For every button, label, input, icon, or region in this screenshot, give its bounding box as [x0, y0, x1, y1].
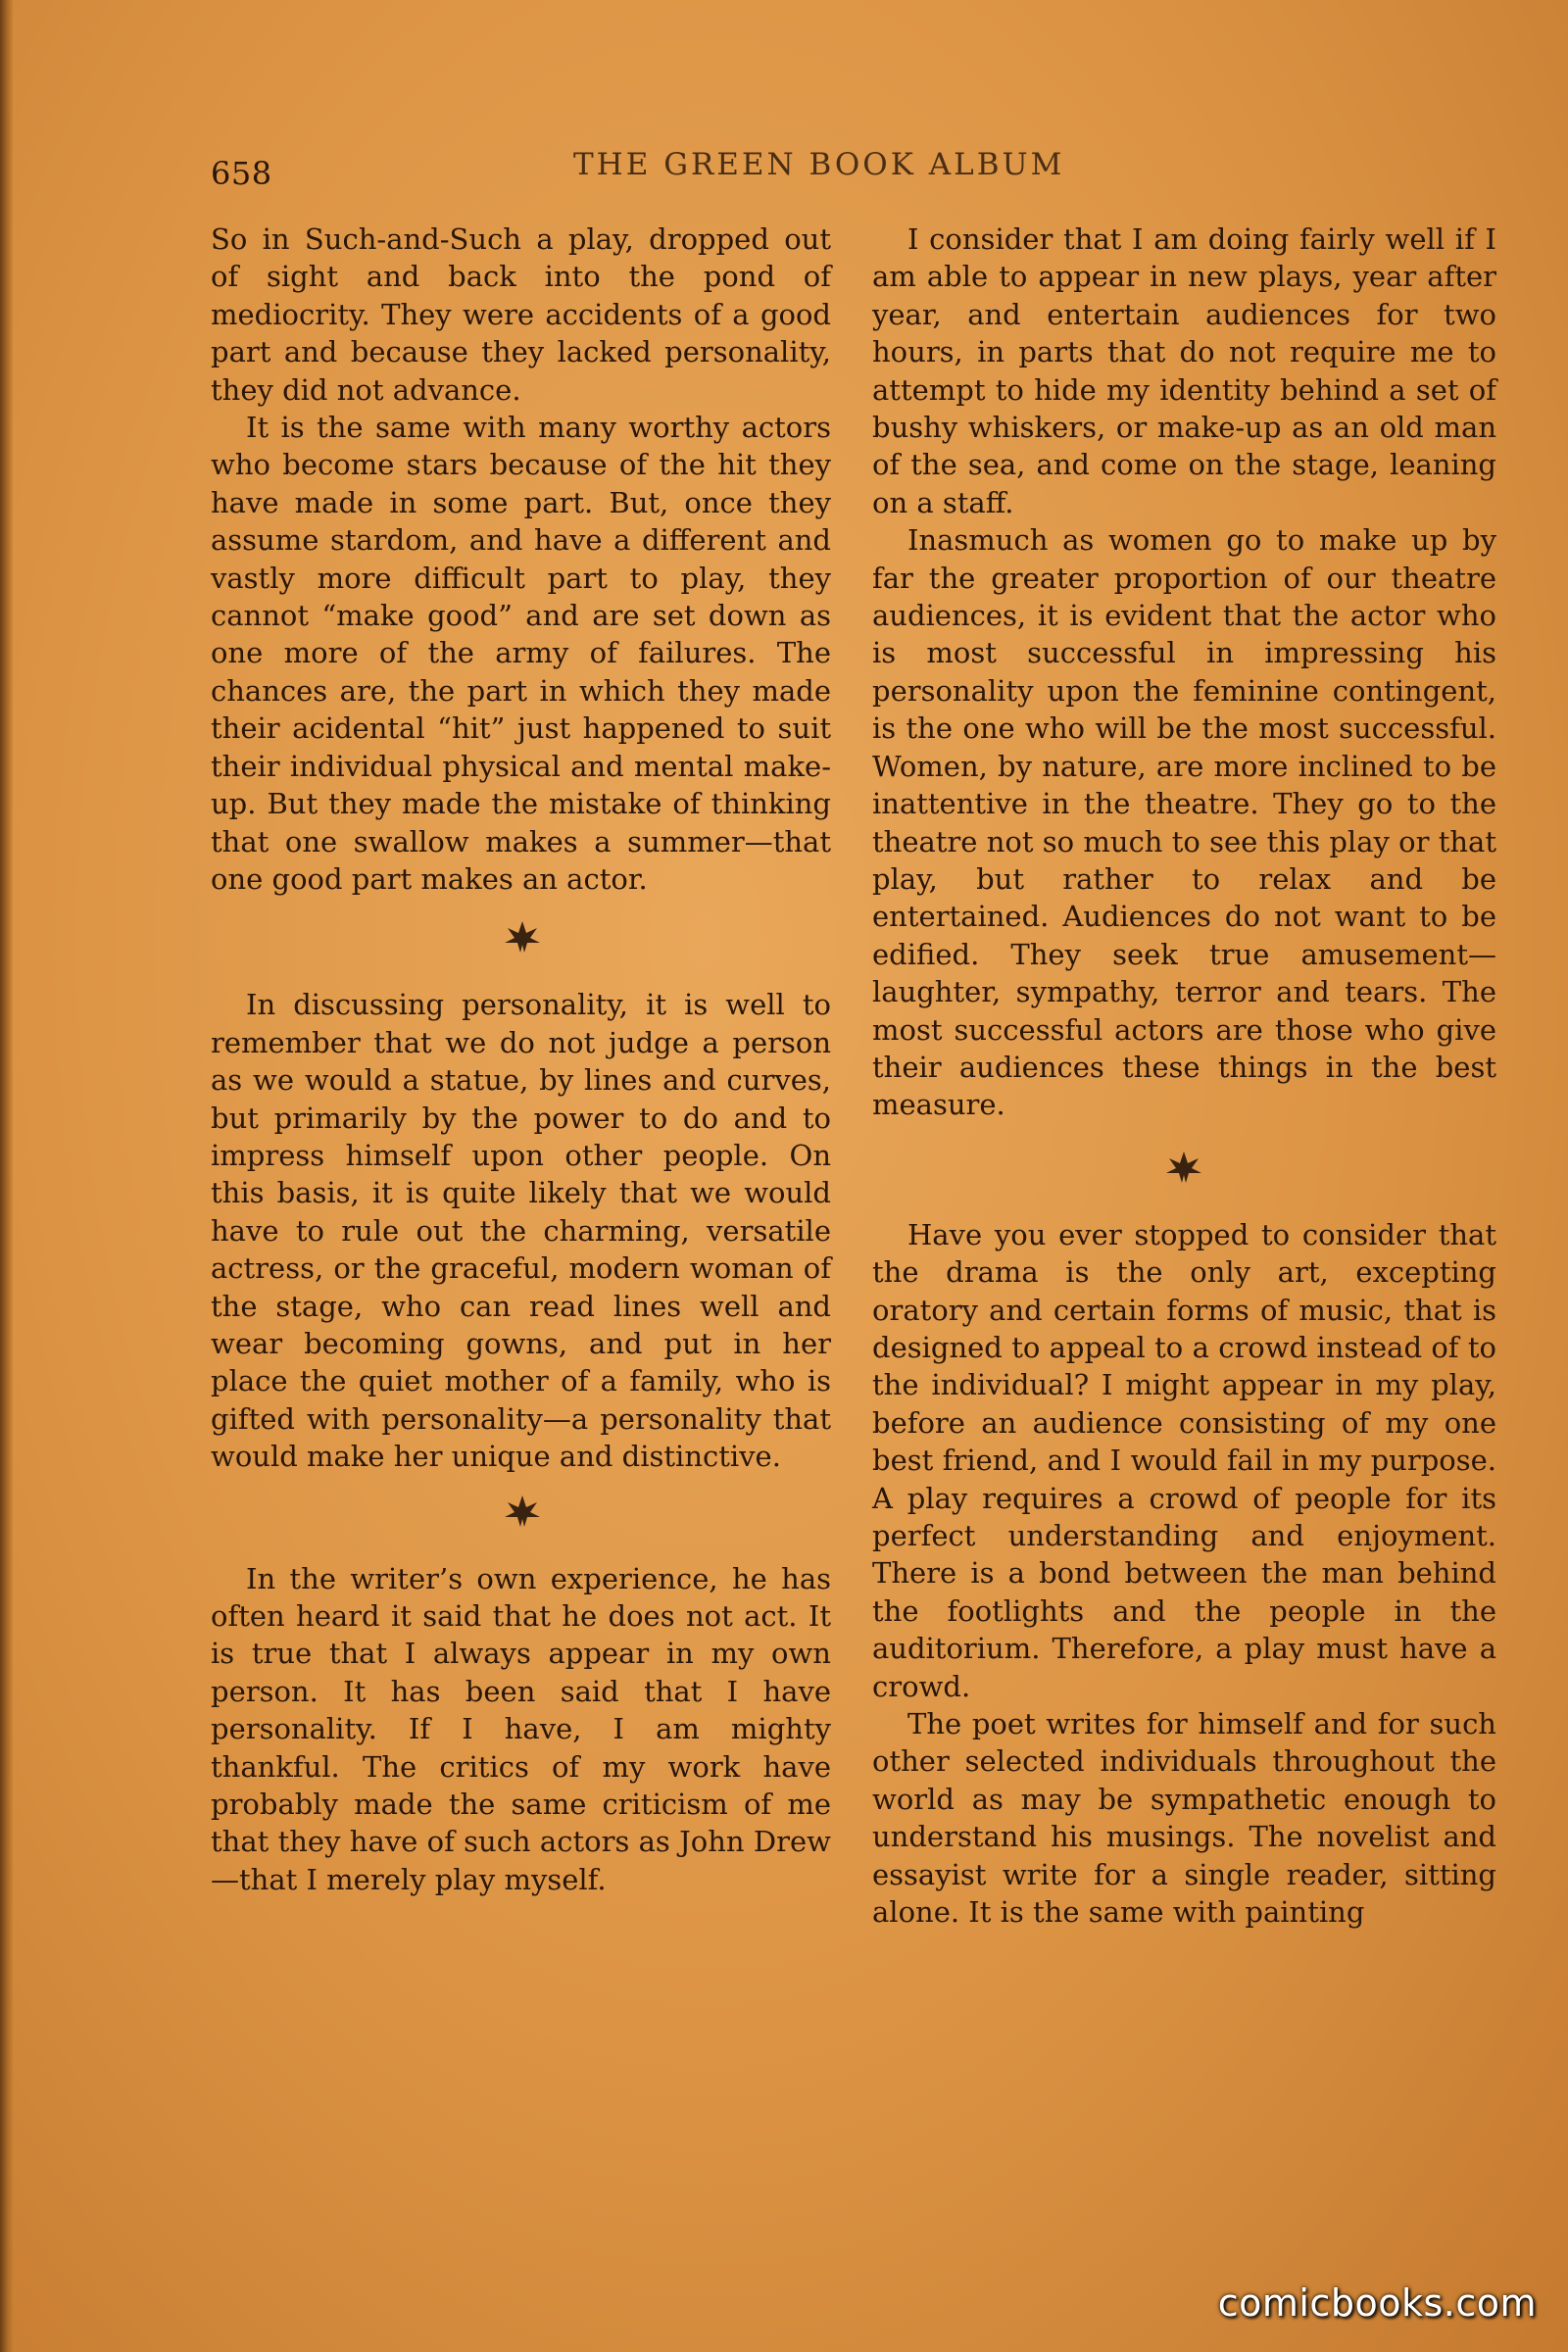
page-number: 658 [211, 155, 272, 192]
page-edge-shadow [0, 0, 14, 2352]
right-paragraph-3: Have you ever stopped to consider that the drama is the only art, excepting oratory and certain forms of music, that is designed to appeal to a crowd instead of to the individual? I might appear in my play, before an audience consisting of my one best friend, and I would fail in my purpose. A play requires a crowd of people for its perfect understanding and enjoyment. There is a bond between the man behind the footlights and the people in the auditorium. Therefore, a play must have a crowd. [872, 1217, 1496, 1703]
leaf-ornament-icon [211, 1492, 838, 1531]
left-paragraph-4: In the writer’s own experience, he has often heard it said that he does not act. It is true that I always appear in my own person. It has been said that I have personality. If I have, I am mighty thankful. The critics of my work have probably made the same criticism of me that they have of such actors as John Drew—that I merely play myself. [211, 1561, 831, 1896]
left-column [211, 220, 831, 1898]
right-paragraph-2: Inasmuch as women go to make up by far the greater proportion of our theatre audiences, it is evident that the actor who is most successful in impressing his personality upon the feminine contingent, is the one who will be the most successful. Women, by nature, are more inclined to be inattentive in the theatre. They go to the theatre not so much to see this play or that play, but rather to relax and be entertained. Audiences do not want to be edified. They seek true amusement—laughter, sympathy, terror and tears. The most successful actors are those who give their audiences these things in the best measure. [872, 523, 1496, 1122]
leaf-ornament-icon [211, 917, 838, 956]
watermark: comicbooks.com [1217, 2281, 1537, 2325]
leaf-ornament-icon [872, 1148, 1499, 1187]
left-paragraph-2: It is the same with many worthy actors who become stars because of the hit they have made in some part. But, once they assume stardom, and have a different and vastly more difficult part to play, they cannot “make good” and are set down as one more of the army of failures. The chances are, the part in which they made their acidental “hit” just happened to suit their individual physical and mental make-up. But they made the mistake of thinking that one swallow makes a summer—that one good part makes an actor. [211, 411, 831, 896]
left-paragraph-1: So in Such-and-Such a play, dropped out of sight and back into the pond of mediocrity. They were accidents of a good part and because they lacked personality, they did not advance. [211, 222, 831, 407]
right-column [872, 220, 1496, 1931]
running-title: THE GREEN BOOK ALBUM [573, 147, 1065, 182]
right-paragraph-4: The poet writes for himself and for such other selected individuals throughout the world as may be sympathetic enough to understand his musings. The novelist and essayist write for a single reader, sitting alone. It is the same with painting [872, 1707, 1496, 1930]
left-paragraph-3: In discussing personality, it is well to remember that we do not judge a person as we would a statue, by lines and curves, but primarily by the power to do and to impress himself upon other people. On this basis, it is quite likely that we would have to rule out the charming, versatile actress, or the graceful, modern woman of the stage, who can read lines well and wear becoming gowns, and put in her place the quiet mother of a family, who is gifted with personality—a personality that would make her unique and distinctive. [211, 988, 831, 1474]
right-paragraph-1: I consider that I am doing fairly well if I am able to appear in new plays, year after year, and entertain audiences for two hours, in parts that do not require me to attempt to hide my identity behind a set of bushy whiskers, or make-up as an old man of the sea, and come on the stage, leaning on a staff. [872, 222, 1496, 519]
